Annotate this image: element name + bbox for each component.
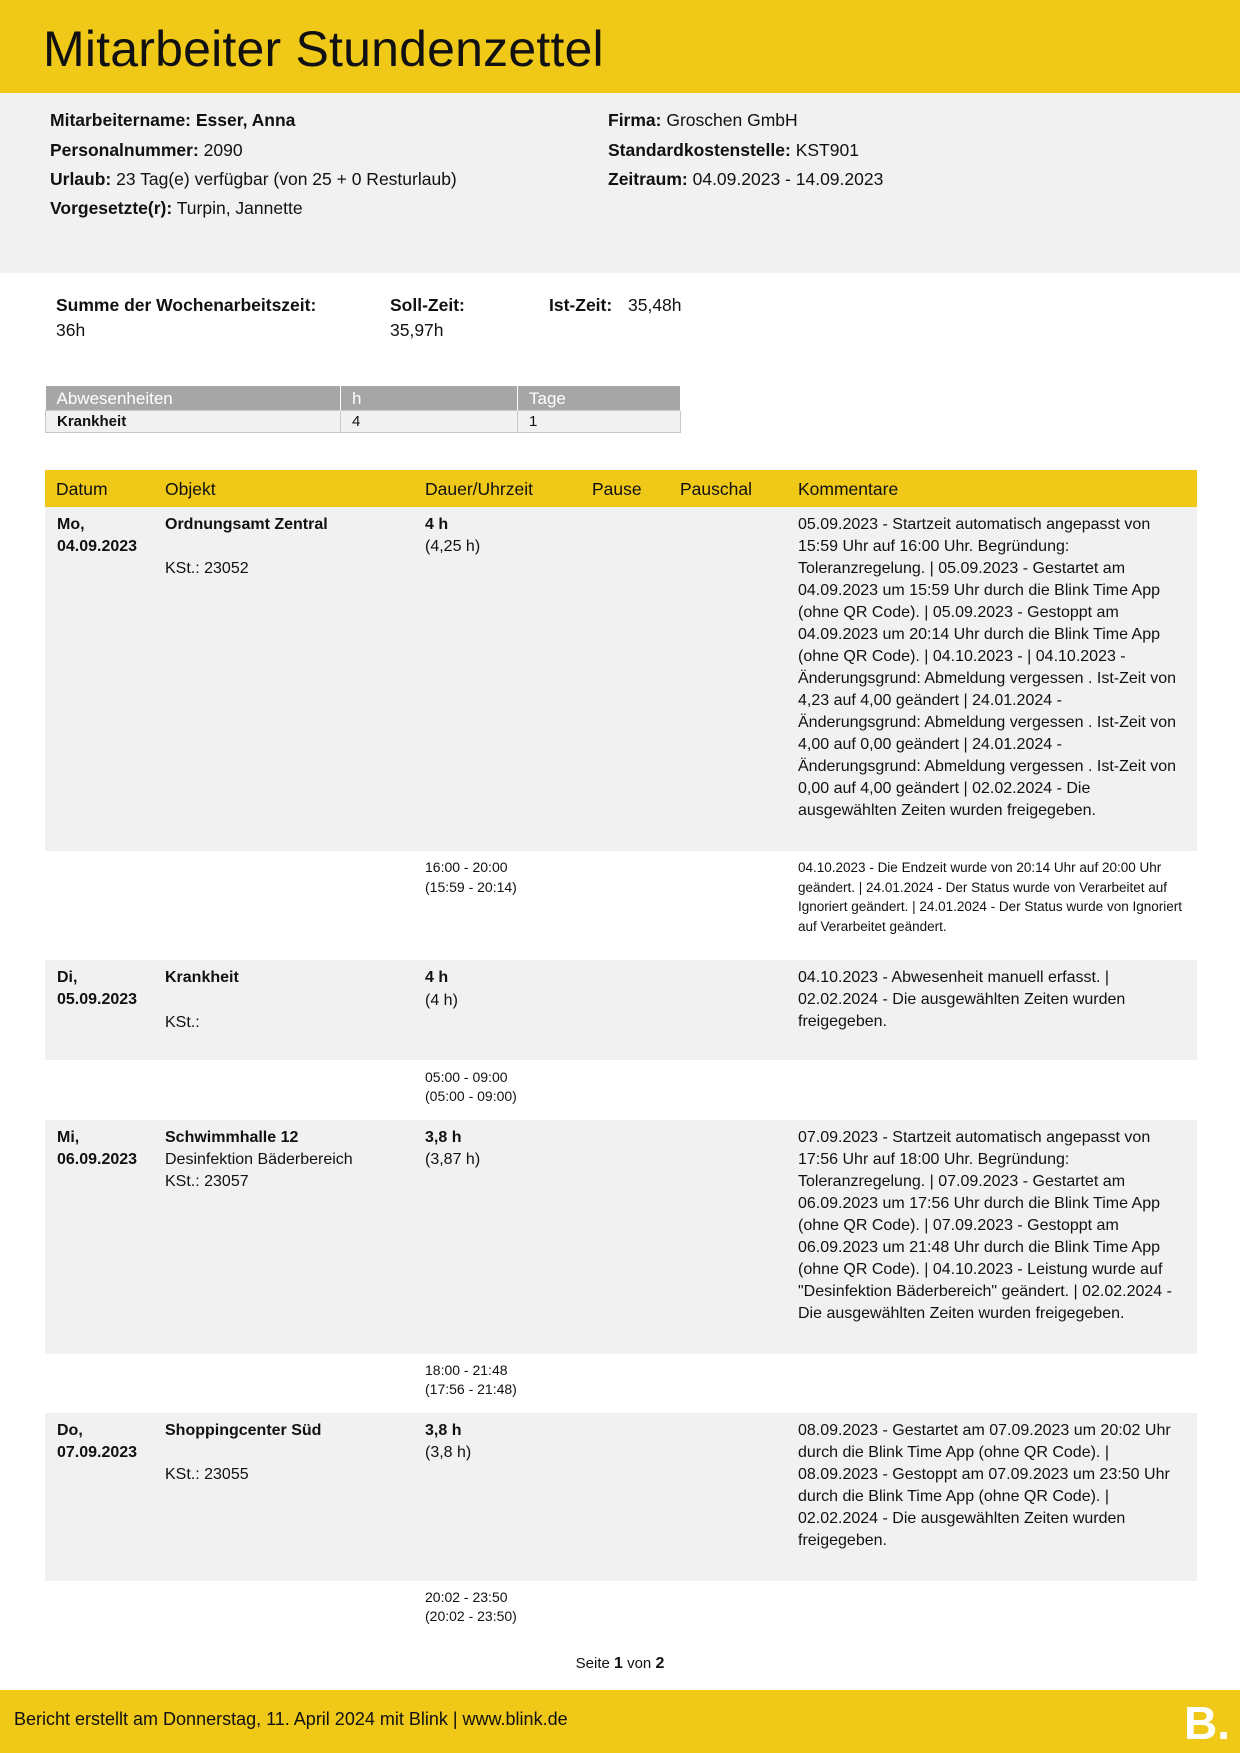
- absences-col-hours: h: [341, 386, 518, 410]
- absence-days: 1: [518, 410, 681, 432]
- col-pause: Pause: [592, 479, 642, 499]
- absences-header-row: [46, 386, 681, 410]
- entry-date: Di, 05.09.2023: [57, 969, 138, 1008]
- week-sum-label: Summe der Wochenarbeitszeit:: [56, 295, 317, 315]
- entry-time-range: 20:02 - 23:50: [425, 1589, 508, 1605]
- col-datum: Datum: [56, 479, 108, 499]
- entry-duration-raw: (3,87 h): [425, 1151, 481, 1168]
- entry-comment: 08.09.2023 - Gestartet am 07.09.2023 um 20:02 Uhr durch die Blink Time App (ohne QR Code). | 08.09.2023 - Gestoppt am 07.09.2023 um 23:50 Uhr durch die Blink Time App (ohne QR Code). | 02.02.2024 - Die ausgewählten Zeiten wurden freigegeben.: [798, 1422, 1171, 1549]
- entry-object: Ordnungsamt Zentral: [165, 516, 328, 533]
- col-objekt: Objekt: [165, 479, 216, 499]
- entry-duration: 3,8 h: [425, 1422, 462, 1439]
- entry-comment: 04.10.2023 - Abwesenheit manuell erfasst. | 02.02.2024 - Die ausgewählten Zeiten wurden freigegeben.: [798, 969, 1126, 1030]
- employee-info-panel: [0, 93, 1240, 273]
- timesheet-header-row: [45, 470, 1197, 507]
- absences-table: [45, 386, 681, 433]
- absences-row: [46, 410, 681, 432]
- entry-cost-center: KSt.: 23057: [165, 1173, 249, 1190]
- entry-cost-center: KSt.:: [165, 1014, 200, 1031]
- period-info: Zeitraum: 04.09.2023 - 14.09.2023: [608, 169, 884, 189]
- entry-duration: 4 h: [425, 969, 449, 986]
- page-number: Seite 1 von 2: [575, 1655, 665, 1672]
- footer-text: Bericht erstellt am Donnerstag, 11. April 2024 mit Blink | www.blink.de: [14, 1709, 568, 1729]
- entry-comment: 07.09.2023 - Startzeit automatisch angepasst von 17:56 Uhr auf 18:00 Uhr. Begründung: Toleranzregelung. | 07.09.2023 - Gestartet am 06.09.2023 um 17:56 Uhr durch die Blink Time App (ohne QR Code). | 07.09.2023 - Gestoppt am 06.09.2023 um 21:48 Uhr durch die Blink Time App (ohne QR Code). | 04.10.2023 - Leistung wurde auf "Desinfektion Bäderbereich" geändert. | 02.02.2024 - Die ausgewählten Zeiten wurden freigegeben.: [798, 1129, 1172, 1322]
- entry-time-range: 18:00 - 21:48: [425, 1362, 508, 1378]
- entry-time-comment: 04.10.2023 - Die Endzeit wurde von 20:14 Uhr auf 20:00 Uhr geändert. | 24.01.2024 - Der Status wurde von Verarbeitet auf Ignoriert geändert. | 24.01.2024 - Der Status wurde von Ignoriert auf Verarbeitet geändert.: [798, 860, 1182, 934]
- vacation-info: Urlaub: 23 Tag(e) verfügbar (von 25 + 0 Resturlaub): [50, 169, 457, 189]
- col-kommentare: Kommentare: [798, 479, 899, 499]
- company-info: Firma: Groschen GmbH: [608, 110, 798, 130]
- entry-duration: 4 h: [425, 516, 449, 533]
- title-bar: [0, 0, 1240, 93]
- entry-service: Desinfektion Bäderbereich: [165, 1151, 353, 1168]
- entry-time-range-raw: (17:56 - 21:48): [425, 1381, 517, 1397]
- entry-duration-raw: (4 h): [425, 992, 458, 1009]
- entry-object: Schwimmhalle 12: [165, 1129, 299, 1146]
- ist-time-label: Ist-Zeit:: [549, 295, 613, 315]
- ist-time-value: 35,48h: [628, 295, 682, 315]
- footer-bar: [0, 1690, 1240, 1753]
- col-dauer: Dauer/Uhrzeit: [425, 479, 533, 499]
- col-pauschal: Pauschal: [680, 479, 752, 499]
- entry-cost-center: KSt.: 23055: [165, 1466, 249, 1483]
- page-title: Mitarbeiter Stundenzettel: [43, 21, 604, 77]
- entry-duration: 3,8 h: [425, 1129, 462, 1146]
- supervisor-info: Vorgesetzte(r): Turpin, Jannette: [50, 198, 303, 218]
- entry-object: Krankheit: [165, 969, 239, 986]
- entry-time-range: 05:00 - 09:00: [425, 1069, 508, 1085]
- blink-logo-icon: B.: [1184, 1697, 1230, 1749]
- absence-type: Krankheit: [46, 410, 341, 432]
- entry-duration-raw: (4,25 h): [425, 538, 481, 555]
- cost-center-info: Standardkostenstelle: KST901: [608, 140, 859, 160]
- entry-time-range: 16:00 - 20:00: [425, 859, 508, 875]
- week-sum-value: 36h: [56, 320, 86, 340]
- employee-name: Mitarbeitername: Esser, Anna: [50, 110, 296, 130]
- entry-time-range-raw: (05:00 - 09:00): [425, 1088, 517, 1104]
- entry-time-range-raw: (15:59 - 20:14): [425, 879, 517, 895]
- personnel-number: Personalnummer: 2090: [50, 140, 243, 160]
- entry-date: Mi, 06.09.2023: [57, 1129, 138, 1168]
- entry-cost-center: KSt.: 23052: [165, 560, 249, 577]
- absence-hours: 4: [341, 410, 518, 432]
- entry-date: Do, 07.09.2023: [57, 1422, 138, 1461]
- entry-duration-raw: (3,8 h): [425, 1444, 472, 1461]
- entry-comment: 05.09.2023 - Startzeit automatisch angepasst von 15:59 Uhr auf 16:00 Uhr. Begründung: Toleranzregelung. | 05.09.2023 - Gestartet am 04.09.2023 um 15:59 Uhr durch die Blink Time App (ohne QR Code). | 05.09.2023 - Gestoppt am 04.09.2023 um 20:14 Uhr durch die Blink Time App (ohne QR Code). | 04.10.2023 - | 04.10.2023 - Änderungsgrund: Abmeldung vergessen . Ist-Zeit von 4,23 auf 4,00 geändert | 24.01.2024 - Änderungsgrund: Abmeldung vergessen . Ist-Zeit von 4,00 auf 0,00 geändert | 24.01.2024 - Änderungsgrund: Abmeldung vergessen . Ist-Zeit von 0,00 auf 4,00 geändert | 02.02.2024 - Die ausgewählten Zeiten wurden freigegeben.: [798, 516, 1176, 819]
- absences-col-days: Tage: [518, 386, 681, 410]
- entry-time-range-raw: (20:02 - 23:50): [425, 1608, 517, 1624]
- absences-col-type: Abwesenheiten: [46, 386, 341, 410]
- soll-time-value: 35,97h: [390, 320, 444, 340]
- entry-date: Mo, 04.09.2023: [57, 516, 138, 555]
- entry-object: Shoppingcenter Süd: [165, 1422, 322, 1439]
- soll-time-label: Soll-Zeit:: [390, 295, 465, 315]
